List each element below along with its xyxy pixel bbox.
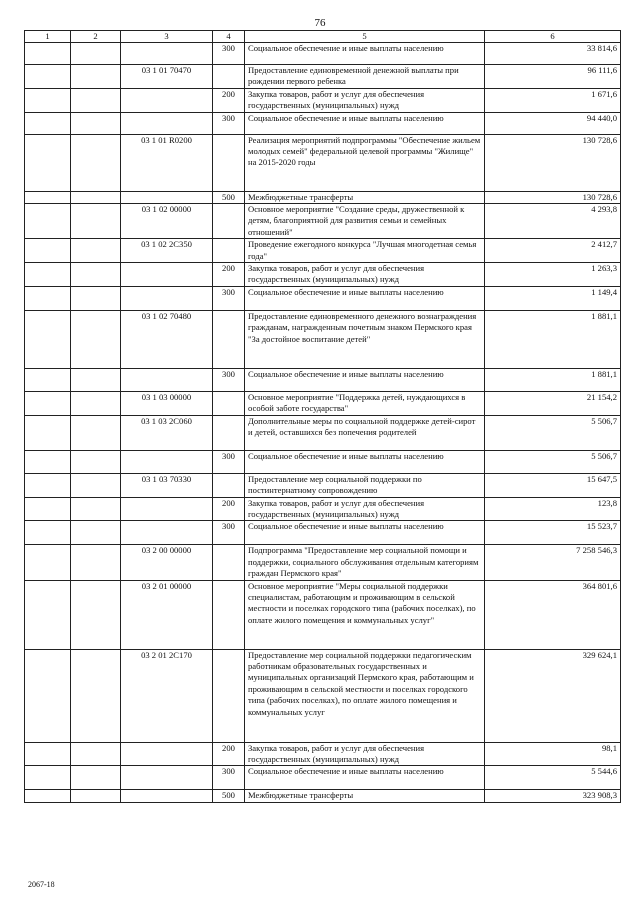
table-row [25, 391, 621, 415]
code-cell: 03 2 01 2C170 [121, 649, 213, 742]
code-cell [121, 88, 213, 112]
type-cell: 500 [213, 191, 245, 203]
table-row [25, 790, 621, 802]
code-cell: 03 1 03 00000 [121, 391, 213, 415]
cell-col-2 [71, 580, 121, 649]
cell-col-1 [25, 43, 71, 65]
cell-col-2 [71, 497, 121, 521]
amount-cell: 1 263,3 [485, 263, 621, 287]
header-col-3: 3 [121, 31, 213, 43]
code-cell [121, 521, 213, 545]
table-row [25, 43, 621, 65]
description-cell: Закупка товаров, работ и услуг для обеспечения государственных (муниципальных) нужд [245, 497, 485, 521]
amount-cell: 1 149,4 [485, 286, 621, 310]
cell-col-2 [71, 112, 121, 134]
code-cell: 03 1 02 2C350 [121, 239, 213, 263]
code-cell [121, 497, 213, 521]
type-cell [213, 649, 245, 742]
header-col-5: 5 [245, 31, 485, 43]
code-cell [121, 112, 213, 134]
amount-cell: 7 258 546,3 [485, 545, 621, 580]
table-body [25, 43, 621, 803]
amount-cell: 15 523,7 [485, 521, 621, 545]
table-row [25, 497, 621, 521]
type-cell [213, 473, 245, 497]
footer-code: 2067-18 [28, 880, 55, 889]
cell-col-2 [71, 286, 121, 310]
amount-cell: 5 506,7 [485, 415, 621, 450]
table-row [25, 286, 621, 310]
description-cell: Закупка товаров, работ и услуг для обеспечения государственных (муниципальных) нужд [245, 263, 485, 287]
code-cell: 03 1 03 70330 [121, 473, 213, 497]
description-cell: Предоставление единовременного денежного вознаграждения гражданам, награжденным почетным знаком Пермского края "За достойное воспитание детей" [245, 310, 485, 368]
amount-cell: 98,1 [485, 742, 621, 766]
table-row [25, 415, 621, 450]
cell-col-1 [25, 65, 71, 89]
cell-col-1 [25, 368, 71, 391]
type-cell [213, 580, 245, 649]
description-cell: Социальное обеспечение и иные выплаты населению [245, 286, 485, 310]
table-row [25, 368, 621, 391]
description-cell: Реализация мероприятий подпрограммы "Обеспечение жильем молодых семей" федеральной целевой программы "Жилище" на 2015-2020 годы [245, 134, 485, 191]
description-cell: Проведение ежегодного конкурса "Лучшая многодетная семья года" [245, 239, 485, 263]
code-cell [121, 790, 213, 802]
cell-col-1 [25, 204, 71, 239]
type-cell [213, 239, 245, 263]
cell-col-2 [71, 766, 121, 790]
cell-col-2 [71, 43, 121, 65]
header-row [25, 31, 621, 43]
cell-col-1 [25, 286, 71, 310]
code-cell [121, 450, 213, 473]
description-cell: Закупка товаров, работ и услуг для обеспечения государственных (муниципальных) нужд [245, 742, 485, 766]
cell-col-1 [25, 191, 71, 203]
cell-col-2 [71, 450, 121, 473]
cell-col-1 [25, 88, 71, 112]
page-number: 76 [314, 17, 326, 29]
table-row [25, 649, 621, 742]
type-cell: 200 [213, 497, 245, 521]
amount-cell: 130 728,6 [485, 191, 621, 203]
amount-cell: 323 908,3 [485, 790, 621, 802]
table-row [25, 545, 621, 580]
cell-col-1 [25, 497, 71, 521]
description-cell: Межбюджетные трансферты [245, 191, 485, 203]
cell-col-1 [25, 391, 71, 415]
cell-col-1 [25, 473, 71, 497]
amount-cell: 94 440,0 [485, 112, 621, 134]
description-cell: Основное мероприятие "Меры социальной поддержки специалистам, работающим и проживающим в сельской местности и поселках городского типа (рабочих поселках), по оплате жилого помещения и коммунальных услуг" [245, 580, 485, 649]
amount-cell: 2 412,7 [485, 239, 621, 263]
description-cell: Дополнительные меры по социальной поддержке детей-сирот и детей, оставшихся без попечения родителей [245, 415, 485, 450]
description-cell: Социальное обеспечение и иные выплаты населению [245, 450, 485, 473]
type-cell: 300 [213, 112, 245, 134]
header-col-1: 1 [25, 31, 71, 43]
cell-col-1 [25, 450, 71, 473]
table-row [25, 473, 621, 497]
code-cell [121, 286, 213, 310]
amount-cell: 1 881,1 [485, 310, 621, 368]
table-row [25, 191, 621, 203]
description-cell: Закупка товаров, работ и услуг для обеспечения государственных (муниципальных) нужд [245, 88, 485, 112]
table-row [25, 134, 621, 191]
type-cell: 300 [213, 286, 245, 310]
cell-col-2 [71, 191, 121, 203]
type-cell: 300 [213, 521, 245, 545]
code-cell: 03 1 01 R0200 [121, 134, 213, 191]
type-cell: 300 [213, 450, 245, 473]
cell-col-1 [25, 521, 71, 545]
description-cell: Социальное обеспечение и иные выплаты населению [245, 112, 485, 134]
code-cell [121, 766, 213, 790]
cell-col-2 [71, 415, 121, 450]
amount-cell: 1 671,6 [485, 88, 621, 112]
header-col-6: 6 [485, 31, 621, 43]
cell-col-2 [71, 545, 121, 580]
type-cell: 300 [213, 766, 245, 790]
cell-col-1 [25, 766, 71, 790]
cell-col-2 [71, 239, 121, 263]
amount-cell: 21 154,2 [485, 391, 621, 415]
cell-col-2 [71, 263, 121, 287]
header-col-2: 2 [71, 31, 121, 43]
cell-col-1 [25, 415, 71, 450]
cell-col-1 [25, 239, 71, 263]
cell-col-2 [71, 521, 121, 545]
table-row [25, 112, 621, 134]
description-cell: Социальное обеспечение и иные выплаты населению [245, 368, 485, 391]
code-cell: 03 1 03 2C060 [121, 415, 213, 450]
type-cell [213, 391, 245, 415]
type-cell [213, 415, 245, 450]
amount-cell: 15 647,5 [485, 473, 621, 497]
amount-cell: 96 111,6 [485, 65, 621, 89]
amount-cell: 1 881,1 [485, 368, 621, 391]
type-cell: 300 [213, 368, 245, 391]
type-cell: 200 [213, 263, 245, 287]
cell-col-2 [71, 368, 121, 391]
code-cell [121, 263, 213, 287]
type-cell: 500 [213, 790, 245, 802]
type-cell: 200 [213, 742, 245, 766]
code-cell [121, 742, 213, 766]
amount-cell: 33 814,6 [485, 43, 621, 65]
table-row [25, 742, 621, 766]
type-cell [213, 134, 245, 191]
table-row [25, 580, 621, 649]
table-row [25, 65, 621, 89]
budget-table [24, 30, 621, 803]
cell-col-2 [71, 790, 121, 802]
amount-cell: 364 801,6 [485, 580, 621, 649]
type-cell: 300 [213, 43, 245, 65]
description-cell: Социальное обеспечение и иные выплаты населению [245, 521, 485, 545]
type-cell [213, 310, 245, 368]
cell-col-1 [25, 310, 71, 368]
table-row [25, 88, 621, 112]
cell-col-2 [71, 473, 121, 497]
table-row [25, 310, 621, 368]
description-cell: Межбюджетные трансферты [245, 790, 485, 802]
code-cell: 03 1 02 00000 [121, 204, 213, 239]
cell-col-2 [71, 65, 121, 89]
table-row [25, 263, 621, 287]
cell-col-2 [71, 742, 121, 766]
cell-col-2 [71, 204, 121, 239]
cell-col-1 [25, 580, 71, 649]
table-row [25, 450, 621, 473]
cell-col-1 [25, 790, 71, 802]
cell-col-2 [71, 88, 121, 112]
code-cell: 03 1 01 70470 [121, 65, 213, 89]
table-row [25, 521, 621, 545]
type-cell [213, 204, 245, 239]
cell-col-2 [71, 391, 121, 415]
cell-col-1 [25, 134, 71, 191]
code-cell [121, 368, 213, 391]
code-cell: 03 1 02 70480 [121, 310, 213, 368]
type-cell [213, 65, 245, 89]
code-cell [121, 191, 213, 203]
description-cell: Подпрограмма "Предоставление мер социальной помощи и поддержки, социального обслуживания отдельным категориям граждан Пермского края" [245, 545, 485, 580]
code-cell: 03 2 00 00000 [121, 545, 213, 580]
code-cell [121, 43, 213, 65]
description-cell: Основное мероприятие "Создание среды, дружественной к детям, благоприятной для развития семьи и семейных отношений" [245, 204, 485, 239]
cell-col-1 [25, 263, 71, 287]
description-cell: Основное мероприятие "Поддержка детей, нуждающихся в особой заботе государства" [245, 391, 485, 415]
cell-col-1 [25, 545, 71, 580]
table-row [25, 204, 621, 239]
amount-cell: 5 506,7 [485, 450, 621, 473]
amount-cell: 123,8 [485, 497, 621, 521]
amount-cell: 329 624,1 [485, 649, 621, 742]
cell-col-1 [25, 649, 71, 742]
description-cell: Социальное обеспечение и иные выплаты населению [245, 43, 485, 65]
description-cell: Предоставление единовременной денежной выплаты при рождении первого ребенка [245, 65, 485, 89]
cell-col-1 [25, 742, 71, 766]
description-cell: Предоставление мер социальной поддержки педагогическим работникам образовательных государственных и муниципальных организаций Пермского края, работающим и проживающим в сельской местности и поселках городского типа (рабочих поселках), по оплате жилого помещения и коммунальных услуг [245, 649, 485, 742]
amount-cell: 130 728,6 [485, 134, 621, 191]
cell-col-2 [71, 649, 121, 742]
description-cell: Предоставление мер социальной поддержки по постинтернатному сопровождению [245, 473, 485, 497]
code-cell: 03 2 01 00000 [121, 580, 213, 649]
type-cell [213, 545, 245, 580]
cell-col-1 [25, 112, 71, 134]
cell-col-2 [71, 310, 121, 368]
type-cell: 200 [213, 88, 245, 112]
cell-col-2 [71, 134, 121, 191]
table-row [25, 766, 621, 790]
amount-cell: 4 293,8 [485, 204, 621, 239]
header-col-4: 4 [213, 31, 245, 43]
amount-cell: 5 544,6 [485, 766, 621, 790]
description-cell: Социальное обеспечение и иные выплаты населению [245, 766, 485, 790]
table-row [25, 239, 621, 263]
